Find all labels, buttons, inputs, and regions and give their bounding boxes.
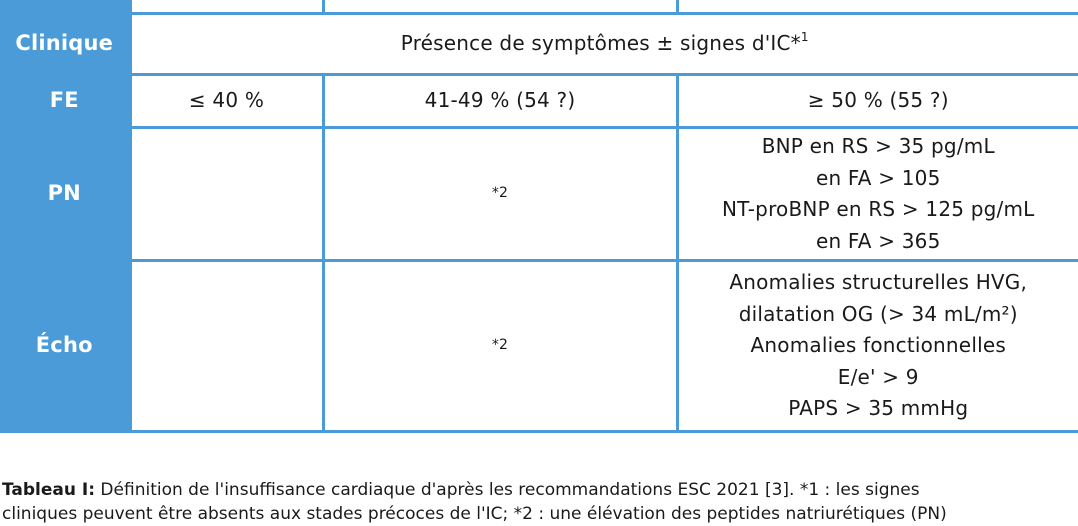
echo-cell-preserved [677,261,1078,432]
echo-line: Anomalies structurelles HVG, [679,267,1078,299]
table-cell [677,0,1078,14]
row-header [0,0,130,14]
table-row-fe [0,75,1078,128]
caption-line-2: cliniques peuvent être absents aux stades précoces de l'IC; *2 : une élévation des peptides natriurétiques (PN) [2,504,947,524]
caption-line-1: Définition de l'insuffisance cardiaque d'après les recommandations ESC 2021 [3]. *1 : les signes [95,480,920,500]
fe-cell-mildly-reduced: 41-49 % (54 ?) [323,75,677,128]
table-row-clinique [0,14,1078,75]
table-caption-continued [2,502,1074,526]
echo-line: PAPS > 35 mmHg [679,393,1078,425]
table-row-pn [0,128,1078,261]
row-header-fe: FE [0,75,130,128]
table-caption [2,478,1074,502]
pn-cell-note: *2 [323,128,677,261]
pn-line: en FA > 365 [679,226,1078,258]
table-cell [323,0,677,14]
pn-line: NT-proBNP en RS > 125 pg/mL [679,194,1078,226]
echo-line: E/e' > 9 [679,362,1078,394]
clinique-cell [130,14,1078,75]
footnote-marker: 1 [801,30,809,44]
table-row-echo [0,261,1078,432]
echo-line: Anomalies fonctionnelles [679,330,1078,362]
table-row [0,0,1078,14]
table-cell [130,0,323,14]
echo-cell-reduced [130,261,323,432]
row-header-pn: PN [0,128,130,261]
fe-cell-reduced: ≤ 40 % [130,75,323,128]
clinique-text: Présence de symptômes ± signes d'IC*$^1$ [401,31,809,55]
echo-line: dilatation OG (> 34 mL/m²) [679,299,1078,331]
pn-cell-preserved [677,128,1078,261]
echo-cell-note: *2 [323,261,677,432]
pn-line: en FA > 105 [679,163,1078,195]
fe-cell-preserved: ≥ 50 % (55 ?) [677,75,1078,128]
pn-cell-reduced [130,128,323,261]
pn-line: BNP en RS > 35 pg/mL [679,131,1078,163]
row-header-clinique: Clinique [0,14,130,75]
row-header-echo: Écho [0,261,130,432]
caption-label: Tableau I: [2,480,95,500]
